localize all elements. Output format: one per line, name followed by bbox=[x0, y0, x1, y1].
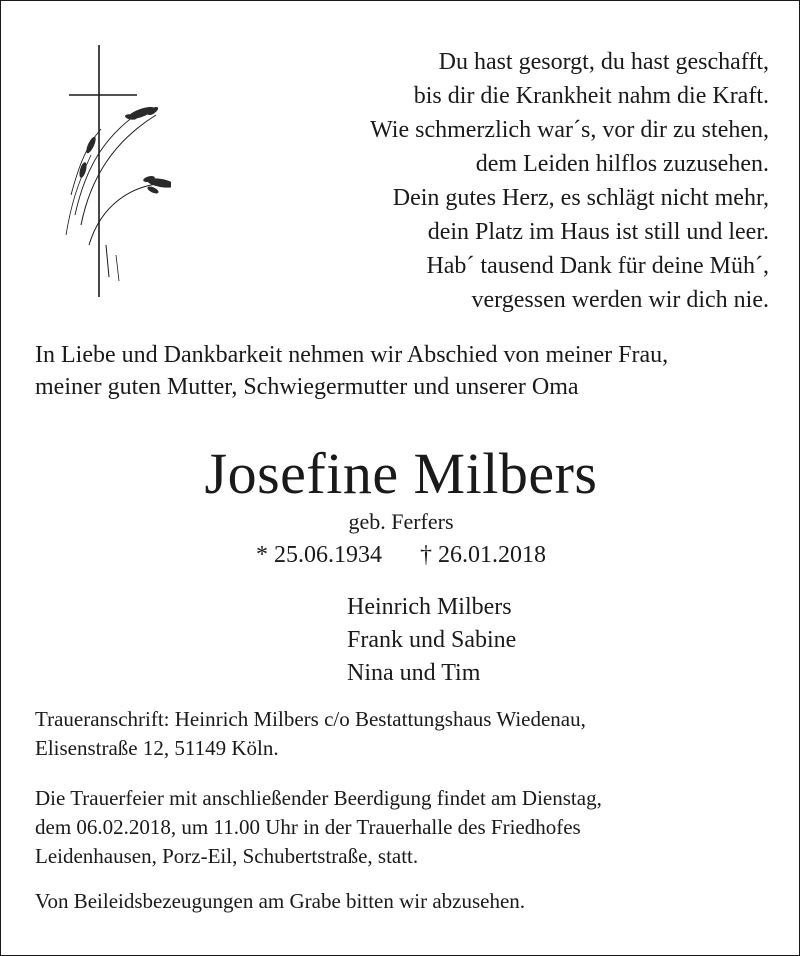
ceremony-details bbox=[35, 784, 775, 871]
mourning-address bbox=[35, 705, 775, 763]
memorial-poem bbox=[209, 45, 769, 317]
poem-line: Du hast gesorgt, du hast geschafft, bbox=[438, 49, 769, 75]
mourner: Heinrich Milbers bbox=[347, 594, 512, 620]
birth-date: * 25.06.1934 bbox=[256, 542, 382, 568]
poem-line: dem Leiden hilflos zuzusehen. bbox=[475, 151, 769, 177]
ceremony-line: dem 06.02.2018, um 11.00 Uhr in der Trauerhalle des Friedhofes bbox=[35, 815, 581, 839]
ceremony-line: Leidenhausen, Porz-Eil, Schubertstraße, statt. bbox=[35, 844, 419, 868]
poem-line: Wie schmerzlich war´s, vor dir zu stehen, bbox=[370, 117, 769, 143]
poem-line: vergessen werden wir dich nie. bbox=[471, 287, 769, 313]
life-dates bbox=[1, 539, 800, 571]
poem-line: Hab´ tausend Dank für deine Müh´, bbox=[426, 253, 769, 279]
poem-line: bis dir die Krankheit nahm die Kraft. bbox=[413, 83, 769, 109]
intro-text bbox=[35, 339, 775, 403]
intro-line: meiner guten Mutter, Schwiegermutter und unserer Oma bbox=[35, 374, 579, 400]
deceased-name: Josefine Milbers bbox=[204, 441, 598, 506]
ceremony-line: Die Trauerfeier mit anschließender Beerdigung findet am Dienstag, bbox=[35, 786, 602, 810]
poem-line: dein Platz im Haus ist still und leer. bbox=[427, 219, 769, 245]
address-line: Traueranschrift: Heinrich Milbers c/o Bestattungshaus Wiedenau, bbox=[35, 707, 586, 731]
condolence-note bbox=[35, 887, 775, 916]
mourner: Frank und Sabine bbox=[347, 627, 517, 653]
intro-line: In Liebe und Dankbarkeit nehmen wir Abschied von meiner Frau, bbox=[35, 342, 669, 368]
cross-with-wheat-icon bbox=[61, 45, 171, 300]
poem-line: Dein gutes Herz, es schlägt nicht mehr, bbox=[392, 185, 769, 211]
birth-name: geb. Ferfers bbox=[348, 509, 454, 534]
death-date: † 26.01.2018 bbox=[420, 542, 546, 568]
mourner: Nina und Tim bbox=[347, 660, 481, 686]
address-line: Elisenstraße 12, 51149 Köln. bbox=[35, 736, 279, 760]
note-line: Von Beileidsbezeugungen am Grabe bitten wir abzusehen. bbox=[35, 889, 526, 913]
mourners-list bbox=[347, 591, 516, 690]
